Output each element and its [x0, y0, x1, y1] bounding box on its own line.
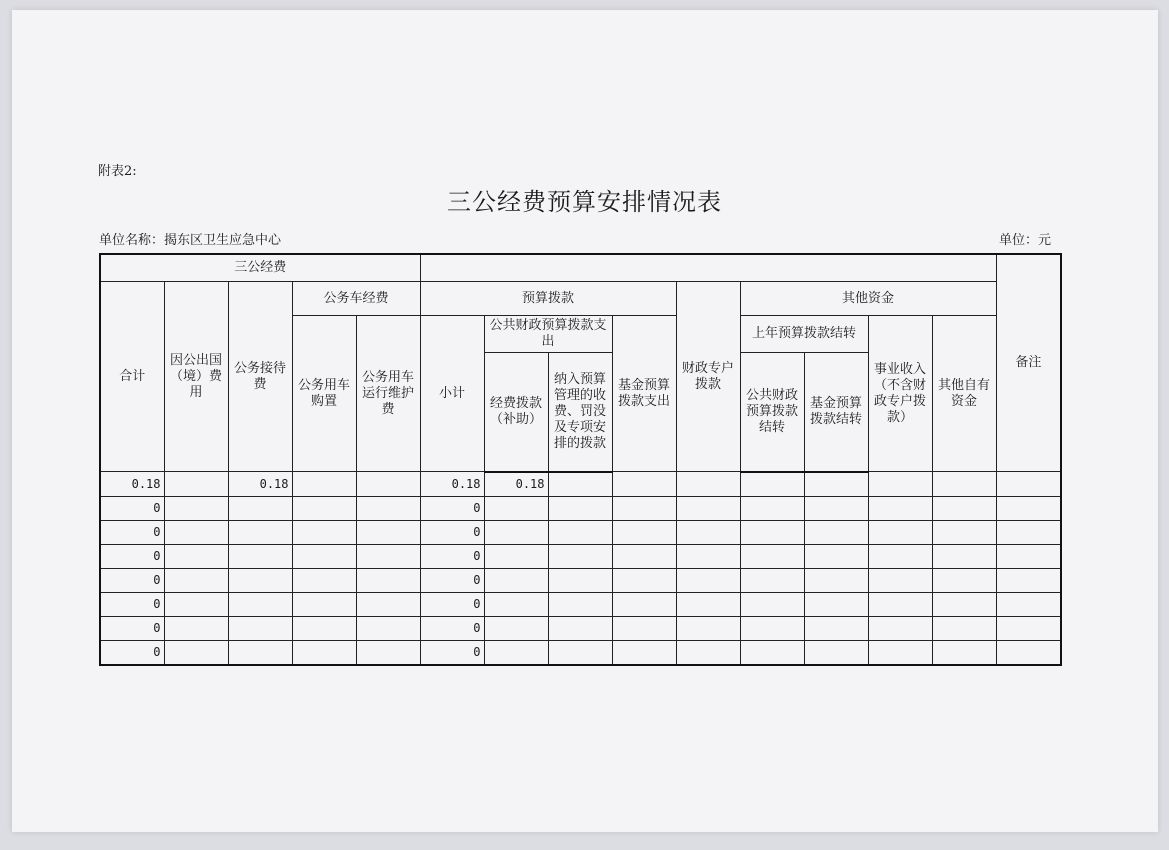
table-cell — [676, 568, 740, 592]
table-cell — [612, 496, 676, 520]
header-total: 合计 — [100, 282, 164, 472]
table-cell — [612, 472, 676, 497]
table-cell — [228, 640, 292, 665]
table-cell — [228, 544, 292, 568]
header-sangong: 三公经费 — [100, 254, 420, 282]
table-cell — [996, 568, 1061, 592]
table-cell — [228, 592, 292, 616]
table-cell: 0 — [420, 640, 484, 665]
table-cell — [740, 592, 804, 616]
table-cell — [356, 640, 420, 665]
table-cell — [548, 640, 612, 665]
table-cell — [868, 544, 932, 568]
table-cell — [996, 544, 1061, 568]
table-cell — [612, 616, 676, 640]
table-row — [100, 520, 1061, 544]
table-cell — [676, 640, 740, 665]
page-title: 三公经费预算安排情况表 — [447, 188, 722, 216]
table-cell — [996, 496, 1061, 520]
table-row — [100, 568, 1061, 592]
table-cell: 0 — [100, 640, 164, 665]
table-cell — [612, 544, 676, 568]
table-cell — [612, 640, 676, 665]
header-vehicle: 公务车经费 — [292, 282, 420, 316]
header-reception: 公务接待费 — [228, 282, 292, 472]
table-cell: 0.18 — [420, 472, 484, 497]
table-cell: 0.18 — [100, 472, 164, 497]
table-cell — [740, 616, 804, 640]
table-header — [100, 254, 1061, 472]
table-row — [100, 640, 1061, 665]
table-cell — [484, 520, 548, 544]
header-last-year-balance: 上年预算拨款结转 — [740, 316, 868, 353]
table-cell — [740, 496, 804, 520]
table-cell — [484, 640, 548, 665]
table-cell — [932, 520, 996, 544]
table-cell — [868, 472, 932, 497]
table-cell — [868, 616, 932, 640]
table-cell: 0 — [420, 496, 484, 520]
header-budget-alloc: 预算拨款 — [420, 282, 676, 316]
table-cell: 0 — [420, 520, 484, 544]
table-cell — [804, 496, 868, 520]
table-cell — [356, 616, 420, 640]
table-cell — [292, 592, 356, 616]
table-cell — [932, 496, 996, 520]
table-cell — [164, 544, 228, 568]
table-cell — [996, 520, 1061, 544]
table-cell — [292, 640, 356, 665]
table-cell — [676, 544, 740, 568]
header-public-fiscal: 公共财政预算拨款支出 — [484, 316, 612, 353]
table-cell: 0 — [100, 568, 164, 592]
table-cell — [996, 592, 1061, 616]
table-cell — [292, 544, 356, 568]
table-cell — [228, 520, 292, 544]
table-cell — [804, 544, 868, 568]
table-cell — [356, 520, 420, 544]
table-cell — [868, 640, 932, 665]
table-cell — [804, 616, 868, 640]
table-cell — [548, 496, 612, 520]
table-cell — [740, 640, 804, 665]
currency-unit: 单位：元 — [999, 233, 1052, 248]
table-cell — [292, 520, 356, 544]
header-special-fiscal: 财政专户拨款 — [676, 282, 740, 472]
table-cell — [996, 640, 1061, 665]
table-cell — [804, 472, 868, 497]
table-cell — [164, 496, 228, 520]
header-fund-balance: 基金预算拨款结转 — [804, 353, 868, 472]
table-cell: 0 — [420, 616, 484, 640]
header-public-balance: 公共财政预算拨款结转 — [740, 353, 804, 472]
table-cell — [164, 568, 228, 592]
table-cell — [228, 568, 292, 592]
table-cell — [612, 592, 676, 616]
header-vehicle-running: 公务用车运行维护费 — [356, 316, 420, 472]
table-cell — [868, 592, 932, 616]
table-cell — [292, 472, 356, 497]
table-body — [100, 472, 1061, 665]
table-cell — [996, 616, 1061, 640]
table-cell — [356, 568, 420, 592]
table-cell — [356, 592, 420, 616]
table-cell — [740, 568, 804, 592]
table-cell — [804, 568, 868, 592]
table-cell — [548, 568, 612, 592]
header-fund-budget: 基金预算拨款支出 — [612, 316, 676, 472]
header-managed-income: 纳入预算管理的收费、罚没及专项安排的拨款 — [548, 353, 612, 472]
header-abroad: 因公出国（境）费用 — [164, 282, 228, 472]
table-cell — [356, 496, 420, 520]
table-cell — [676, 616, 740, 640]
attachment-label: 附表2: — [98, 164, 137, 179]
table-row — [100, 592, 1061, 616]
table-cell — [868, 568, 932, 592]
budget-table — [99, 253, 1062, 666]
table-cell — [484, 568, 548, 592]
table-cell — [932, 592, 996, 616]
table-cell — [356, 472, 420, 497]
header-subtotal: 小计 — [420, 316, 484, 472]
table-cell — [164, 472, 228, 497]
table-cell — [484, 616, 548, 640]
table-cell — [932, 616, 996, 640]
table-cell — [228, 616, 292, 640]
table-cell — [548, 520, 612, 544]
table-cell — [612, 520, 676, 544]
table-cell: 0.18 — [228, 472, 292, 497]
table-cell — [292, 496, 356, 520]
header-remarks: 备注 — [996, 254, 1061, 472]
table-cell — [228, 496, 292, 520]
table-cell: 0 — [420, 544, 484, 568]
table-cell: 0 — [420, 568, 484, 592]
table-cell — [164, 616, 228, 640]
table-cell — [548, 616, 612, 640]
table-cell: 0 — [100, 592, 164, 616]
table-cell — [292, 616, 356, 640]
table-cell — [740, 520, 804, 544]
table-cell: 0 — [100, 616, 164, 640]
table-cell — [740, 544, 804, 568]
table-cell — [676, 496, 740, 520]
table-cell — [356, 544, 420, 568]
header-other-own: 其他自有资金 — [932, 316, 996, 472]
table-cell — [292, 568, 356, 592]
table-cell — [164, 640, 228, 665]
table-row — [100, 472, 1061, 497]
table-cell — [548, 544, 612, 568]
table-row — [100, 496, 1061, 520]
table-cell — [868, 496, 932, 520]
table-cell: 0 — [100, 520, 164, 544]
table-cell — [612, 568, 676, 592]
header-blank — [420, 254, 996, 282]
table-cell — [484, 592, 548, 616]
table-cell — [740, 472, 804, 497]
table-cell — [932, 568, 996, 592]
table-cell — [484, 496, 548, 520]
unit-name: 单位名称：揭东区卫生应急中心 — [99, 233, 282, 248]
table-cell — [676, 592, 740, 616]
table-cell — [804, 640, 868, 665]
table-cell — [164, 592, 228, 616]
table-cell — [932, 472, 996, 497]
table-cell — [996, 472, 1061, 497]
table-cell — [868, 520, 932, 544]
table-cell: 0 — [100, 496, 164, 520]
table-cell — [932, 544, 996, 568]
table-row — [100, 616, 1061, 640]
table-cell — [804, 520, 868, 544]
table-cell — [804, 592, 868, 616]
header-vehicle-purchase: 公务用车购置 — [292, 316, 356, 472]
header-other-funds: 其他资金 — [740, 282, 996, 316]
table-cell: 0 — [420, 592, 484, 616]
table-cell: 0 — [100, 544, 164, 568]
table-cell — [676, 472, 740, 497]
header-operating: 经费拨款（补助） — [484, 353, 548, 472]
table-cell — [548, 592, 612, 616]
header-business-income: 事业收入（不含财政专户拨款） — [868, 316, 932, 472]
table-cell: 0.18 — [484, 472, 548, 497]
table-cell — [548, 472, 612, 497]
table-cell — [676, 520, 740, 544]
table-cell — [164, 520, 228, 544]
table-cell — [484, 544, 548, 568]
table-cell — [932, 640, 996, 665]
table-row — [100, 544, 1061, 568]
